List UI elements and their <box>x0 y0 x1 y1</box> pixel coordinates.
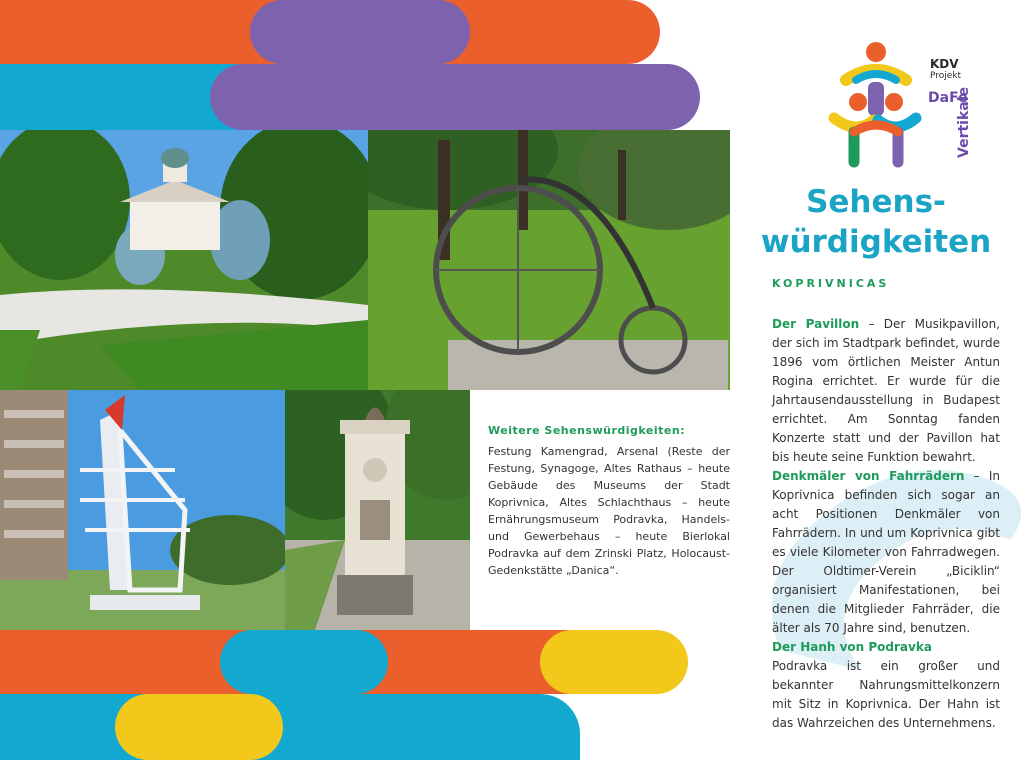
section-pavillon <box>772 315 1000 467</box>
bottom-band-yellow <box>115 694 283 760</box>
memorial-column-photo <box>285 390 470 630</box>
page-title <box>740 182 1012 262</box>
sights-description <box>772 315 1000 733</box>
section-text: – Der Musikpavillon, der sich im Stadtpark befindet, wurde 1896 vom örtlichen Meister Antun Rogina errichtet. Er wurde für die Jahrtausendausstellung in Budapest errichtet. Am Sonntag fanden Konzerte statt und der Pavillon hat bis heute seine Funktion bewahrt. <box>772 317 1000 464</box>
page-title-line-1: Sehens- <box>806 184 946 220</box>
pavilion-photo <box>0 130 368 390</box>
bottom-band-cyan-small <box>220 630 388 694</box>
section-heading: Denkmäler von Fahrrädern <box>772 469 965 483</box>
page-subtitle: KOPRIVNICAS <box>772 277 890 290</box>
logo-daf-text: DaFe <box>928 90 968 106</box>
section-hahn <box>772 638 1000 733</box>
kdv-logo-figure-icon <box>826 40 922 170</box>
rooster-sculpture-photo <box>0 390 285 630</box>
section-text: Podravka ist ein großer und bekannter Nahrungsmittelkonzern mit Sitz in Koprivnica. Der Hahn ist das Wahrzeichen des Unternehmens. <box>772 659 1000 730</box>
page-title-line-2: würdigkeiten <box>760 224 992 260</box>
logo-projekt-text: Projekt <box>930 71 962 81</box>
bottom-band-yellow-right <box>540 630 688 694</box>
top-band-purple-top <box>250 0 470 64</box>
logo-vertikale-text: Vertikale <box>956 86 972 158</box>
bottom-band-cyan <box>0 694 580 760</box>
section-fahrraeder <box>772 467 1000 638</box>
more-sights-text: Festung Kamengrad, Arsenal (Reste der Festung, Synagoge, Altes Rathaus – heute Gebäude des Museums der Stadt Koprivnica, Altes Schlachthaus – heute Ernährungsmuseum Podravka, Handels- und Gewerbehaus – heute Bierlokal Podravka auf dem Zrinski Platz, Holocaust-Gedenkstätte „Danica“. <box>488 445 730 577</box>
section-heading: Der Hanh von Podravka <box>772 640 932 654</box>
logo-kdv-text: KDV <box>930 57 959 71</box>
section-text: – In Koprivnica befinden sich sogar an acht Positionen Denkmäler von Fahrrädern. In und um Koprivnica gibt es viele Kilometer von Fahrradwegen. Der Oldtimer-Verein „Biciklin“ organisiert Manifestationen, bei denen die Mitglieder Fahrräder, die älter als 70 Jahre sind, benutzen. <box>772 469 1000 635</box>
bicycle-monument-photo <box>368 130 730 390</box>
top-band-purple <box>210 64 700 130</box>
more-sights-heading: Weitere Sehenswürdigkeiten: <box>488 424 686 437</box>
section-heading: Der Pavillon <box>772 317 860 331</box>
